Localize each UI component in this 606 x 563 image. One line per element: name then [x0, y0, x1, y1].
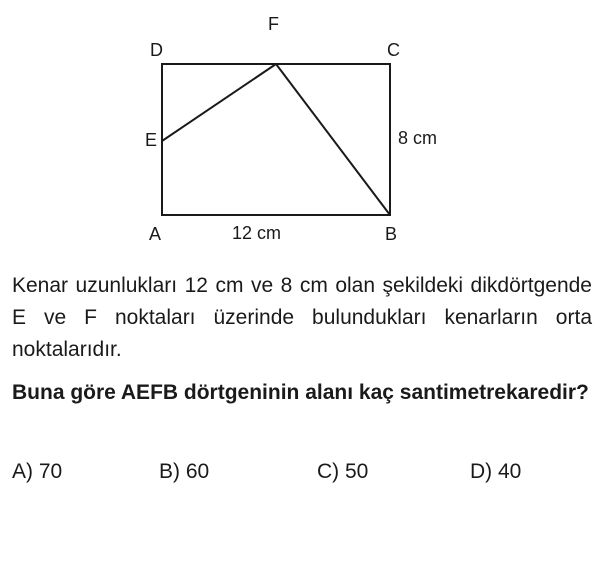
rectangle-abcd: [162, 64, 390, 215]
question-stem: Kenar uzunlukları 12 cm ve 8 cm olan şekildeki dikdörtgende E ve F noktaları üzerinde bulundukları kenarların orta noktalarıdır.: [12, 274, 592, 361]
vertex-label-c: C: [387, 40, 400, 60]
segment-ef: [162, 64, 276, 141]
vertex-label-b: B: [385, 224, 398, 244]
vertex-label-d: D: [150, 40, 163, 60]
answer-options: [12, 456, 592, 488]
side-length-bc: 8 cm: [398, 128, 438, 148]
side-length-ab: 12 cm: [232, 223, 282, 243]
segment-fb: [276, 64, 390, 215]
option-c[interactable]: C) 50: [317, 460, 369, 483]
vertex-label-a: A: [149, 224, 162, 244]
option-b[interactable]: B) 60: [159, 460, 210, 483]
option-d[interactable]: D) 40: [470, 460, 522, 483]
vertex-label-f: F: [268, 14, 279, 34]
option-a[interactable]: A) 70: [12, 460, 63, 483]
geometry-figure: [0, 0, 606, 260]
question-prompt: Buna göre AEFB dörtgeninin alanı kaç santimetrekaredir?: [12, 381, 589, 404]
vertex-label-e: E: [145, 130, 158, 150]
